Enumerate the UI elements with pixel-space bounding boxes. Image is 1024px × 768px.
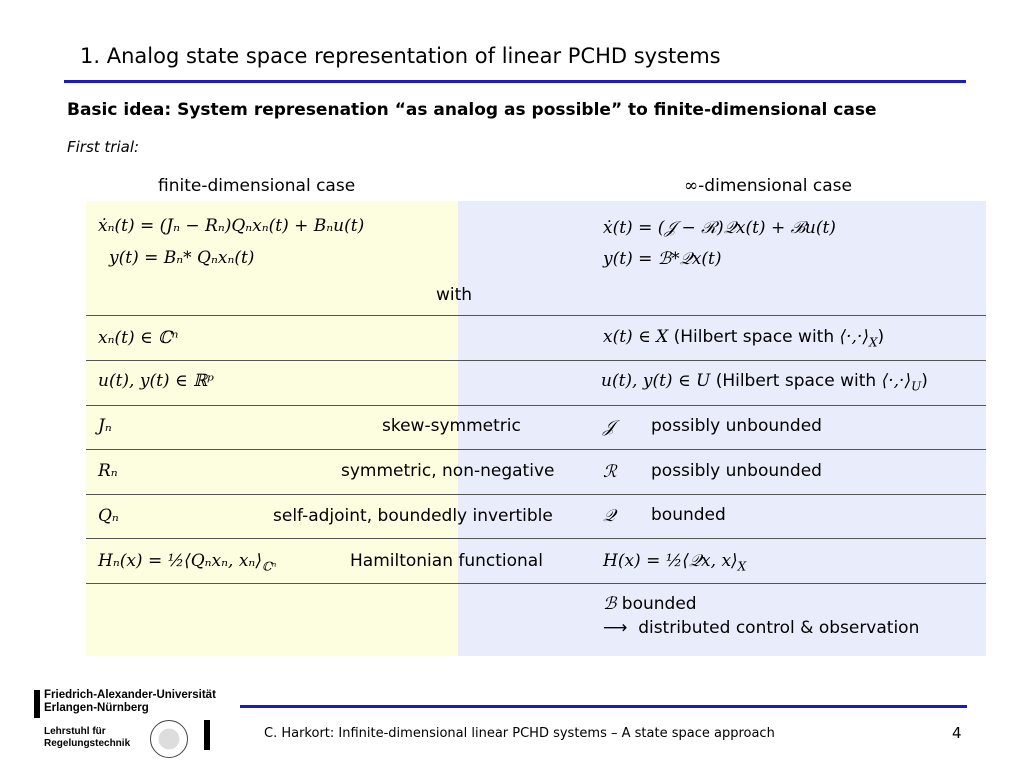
footer-citation: C. Harkort: Infinite-dimensional linear PCHD systems – A state space approach xyxy=(264,726,775,741)
finite-hamiltonian-subscript: ℂⁿ xyxy=(261,559,277,574)
infinite-q-description: bounded xyxy=(651,505,726,525)
inner-product-subscript: X xyxy=(869,335,878,350)
infinity-symbol: ∞ xyxy=(684,176,699,196)
infinite-j-description: possibly unbounded xyxy=(651,416,822,436)
io-space-note: (Hilbert space with xyxy=(715,371,877,391)
infinite-state-equation: ẋ(t) = (𝒥 − ℛ)𝒬x(t) + ℬu(t) xyxy=(603,218,836,238)
university-name xyxy=(44,689,216,715)
university-logo xyxy=(34,690,224,760)
infinite-state-space xyxy=(603,327,884,349)
right-column-heading xyxy=(684,176,852,196)
finite-j-symbol: Jₙ xyxy=(98,416,112,436)
infinite-output-equation: y(t) = ℬ*𝒬x(t) xyxy=(603,249,722,269)
infinite-b-text: bounded xyxy=(621,594,697,614)
right-column-heading-text: -dimensional case xyxy=(698,176,852,196)
logo-bar xyxy=(34,690,40,718)
finite-state-space: xₙ(t) ∈ ℂⁿ xyxy=(98,328,179,348)
finite-state-equation: ẋₙ(t) = (Jₙ − Rₙ)Qₙxₙ(t) + Bₙu(t) xyxy=(98,216,365,236)
row-divider xyxy=(86,494,986,495)
inner-product-subscript: U xyxy=(911,379,922,394)
state-space-note: (Hilbert space with xyxy=(673,327,835,347)
inner-product-symbol: ⟨·,·⟩ xyxy=(839,327,869,347)
arrow-right-icon: ⟶ xyxy=(603,618,628,638)
close-paren: ) xyxy=(921,371,928,391)
io-space-math: u(t), y(t) ∈ U xyxy=(601,371,711,391)
distributed-control-text: distributed control & observation xyxy=(638,618,920,638)
inner-product-symbol: ⟨·,·⟩ xyxy=(881,371,912,391)
chair-line-1: Lehrstuhl für xyxy=(44,726,106,737)
infinite-hamiltonian-subscript: X xyxy=(737,559,747,574)
first-trial-label: First trial: xyxy=(67,138,140,156)
infinite-j-symbol: 𝒥 xyxy=(603,417,615,437)
row-divider xyxy=(86,405,986,406)
finite-q-symbol: Qₙ xyxy=(98,506,119,526)
row-divider xyxy=(86,315,986,316)
title-rule xyxy=(64,80,966,83)
infinite-hamiltonian xyxy=(603,551,746,573)
distributed-control-note xyxy=(603,618,919,638)
row-divider xyxy=(86,360,986,361)
row-divider xyxy=(86,449,986,450)
finite-hamiltonian xyxy=(98,551,276,573)
infinite-io-space xyxy=(601,371,928,393)
finite-io-space: u(t), y(t) ∈ ℝᵖ xyxy=(98,371,214,391)
state-space-math: x(t) ∈ X xyxy=(603,327,669,347)
slide-title: 1. Analog state space representation of linear PCHD systems xyxy=(80,44,721,68)
infinite-r-symbol: ℛ xyxy=(603,462,617,482)
logo-bar xyxy=(204,720,210,750)
row-divider xyxy=(86,538,986,539)
finite-hamiltonian-description: Hamiltonian functional xyxy=(350,551,543,571)
with-label: with xyxy=(436,285,473,305)
infinite-b-bounded xyxy=(603,594,697,614)
finite-j-description: skew-symmetric xyxy=(382,416,521,436)
finite-r-symbol: Rₙ xyxy=(98,461,118,481)
slide-subtitle: Basic idea: System represenation “as analog as possible” to finite-dimensional case xyxy=(67,100,877,120)
page-number: 4 xyxy=(952,724,962,742)
row-divider xyxy=(86,583,986,584)
chair-name xyxy=(44,726,130,750)
footer-rule xyxy=(240,705,967,708)
close-paren: ) xyxy=(877,327,885,347)
finite-r-description: symmetric, non-negative xyxy=(341,461,555,481)
seal-icon xyxy=(150,720,188,758)
chair-line-2: Regelungstechnik xyxy=(44,738,131,749)
infinite-b-symbol: ℬ xyxy=(603,594,617,614)
finite-q-description: self-adjoint, boundedly invertible xyxy=(273,506,553,526)
infinite-r-description: possibly unbounded xyxy=(651,461,822,481)
finite-hamiltonian-math: Hₙ(x) = ½⟨Qₙxₙ, xₙ⟩ xyxy=(98,551,262,571)
university-line-2: Erlangen-Nürnberg xyxy=(44,702,149,714)
university-line-1: Friedrich-Alexander-Universität xyxy=(44,689,216,701)
finite-output-equation: y(t) = Bₙ* Qₙxₙ(t) xyxy=(109,248,255,268)
infinite-q-symbol: 𝒬 xyxy=(603,506,616,526)
infinite-hamiltonian-math: H(x) = ½⟨𝒬x, x⟩ xyxy=(603,551,738,571)
left-column-heading: finite-dimensional case xyxy=(158,176,356,196)
